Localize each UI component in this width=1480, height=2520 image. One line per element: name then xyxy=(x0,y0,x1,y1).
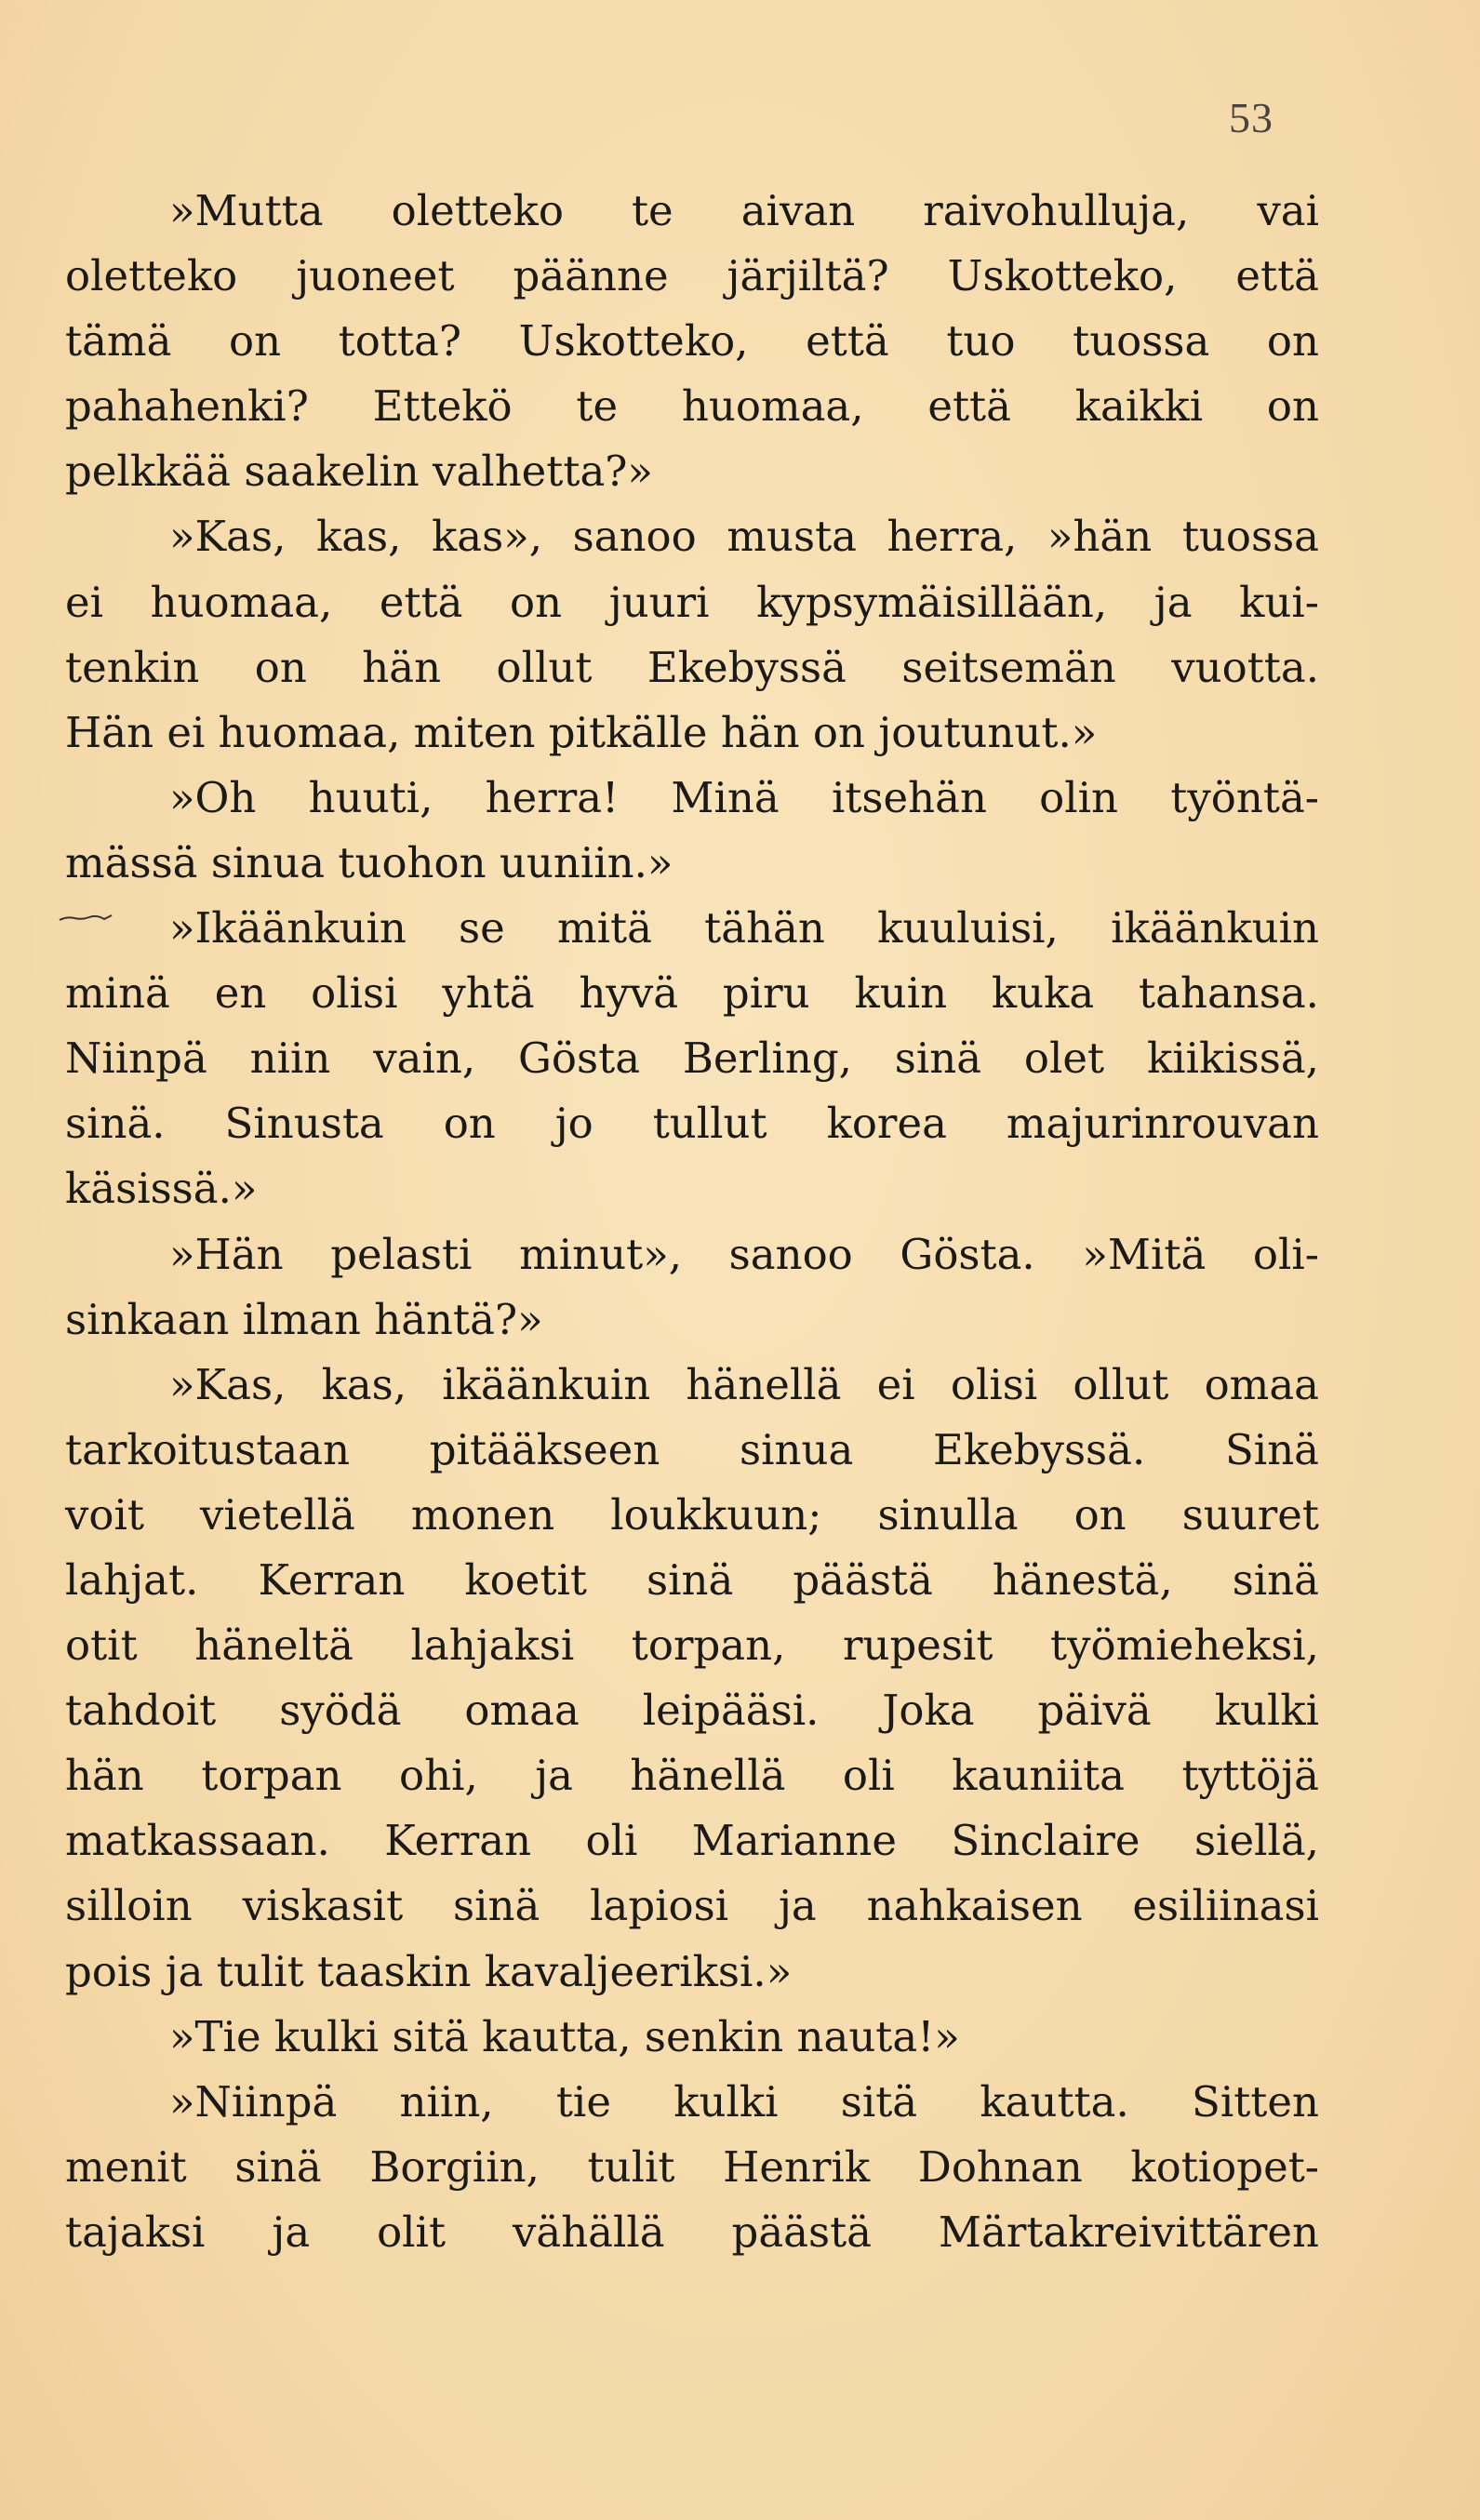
text-line: »Niinpä niin, tie kulki sitä kautta. Sitten xyxy=(169,2076,1319,2127)
text-line: sinä. Sinusta on jo tullut korea majurinrouvan xyxy=(65,1099,1319,1149)
text-line: tahdoit syödä omaa leipääsi. Joka päivä kulki xyxy=(65,1686,1319,1736)
text-line: »Kas, kas, kas», sanoo musta herra, »hän tuossa xyxy=(169,512,1319,562)
text-line: pelkkää saakelin valhetta?» xyxy=(65,447,653,497)
text-line: hän torpan ohi, ja hänellä oli kauniita tyttöjä xyxy=(65,1751,1319,1801)
text-line: sinkaan ilman häntä?» xyxy=(65,1294,543,1344)
text-line: Hän ei huomaa, miten pitkälle hän on joutunut.» xyxy=(65,707,1098,757)
text-line: ei huomaa, että on juuri kypsymäisillään, ja kui- xyxy=(65,577,1319,627)
text-line: mässä sinua tuohon uuniin.» xyxy=(65,837,673,887)
text-line: »Hän pelasti minut», sanoo Gösta. »Mitä oli- xyxy=(169,1229,1319,1279)
text-line: pahahenki? Ettekö te huomaa, että kaikki on xyxy=(65,381,1319,432)
text-line: tajaksi ja olit vähällä päästä Märtakreivittären xyxy=(65,2207,1319,2257)
text-line: tämä on totta? Uskotteko, että tuo tuossa on xyxy=(65,316,1319,367)
text-line: matkassaan. Kerran oli Marianne Sinclaire siellä, xyxy=(65,1816,1319,1866)
page-number: 53 xyxy=(1229,94,1273,141)
text-line: »Ikäänkuin se mitä tähän kuuluisi, ikäänkuin xyxy=(169,903,1319,953)
text-line: minä en olisi yhtä hyvä piru kuin kuka tahansa. xyxy=(65,968,1319,1019)
text-line: pois ja tulit taaskin kavaljeeriksi.» xyxy=(65,1946,793,1996)
text-line: silloin viskasit sinä lapiosi ja nahkaisen esiliinasi xyxy=(65,1881,1319,1931)
text-line: lahjat. Kerran koetit sinä päästä hänestä, sinä xyxy=(65,1554,1319,1605)
text-line: tarkoitustaan pitääkseen sinua Ekebyssä. Sinä xyxy=(65,1424,1319,1474)
text-line: voit vietellä monen loukkuun; sinulla on suuret xyxy=(65,1489,1319,1540)
text-line: »Tie kulki sitä kautta, senkin nauta!» xyxy=(169,2011,960,2061)
text-line: »Kas, kas, ikäänkuin hänellä ei olisi ollut omaa xyxy=(169,1359,1319,1409)
text-line: käsissä.» xyxy=(65,1164,258,1214)
text-line: oletteko juoneet päänne järjiltä? Uskotteko, että xyxy=(65,251,1319,301)
text-line: »Oh huuti, herra! Minä itsehän olin työntä- xyxy=(169,772,1319,822)
text-line: otit häneltä lahjaksi torpan, rupesit työmieheksi, xyxy=(65,1620,1319,1671)
text-line: »Mutta oletteko te aivan raivohulluja, vai xyxy=(169,186,1319,235)
text-line: Niinpä niin vain, Gösta Berling, sinä olet kiikissä, xyxy=(65,1033,1319,1084)
text-line: tenkin on hän ollut Ekebyssä seitsemän vuotta. xyxy=(65,642,1319,692)
body-text xyxy=(65,179,1319,2265)
text-line: menit sinä Borgiin, tulit Henrik Dohnan kotiopet- xyxy=(65,2141,1319,2192)
